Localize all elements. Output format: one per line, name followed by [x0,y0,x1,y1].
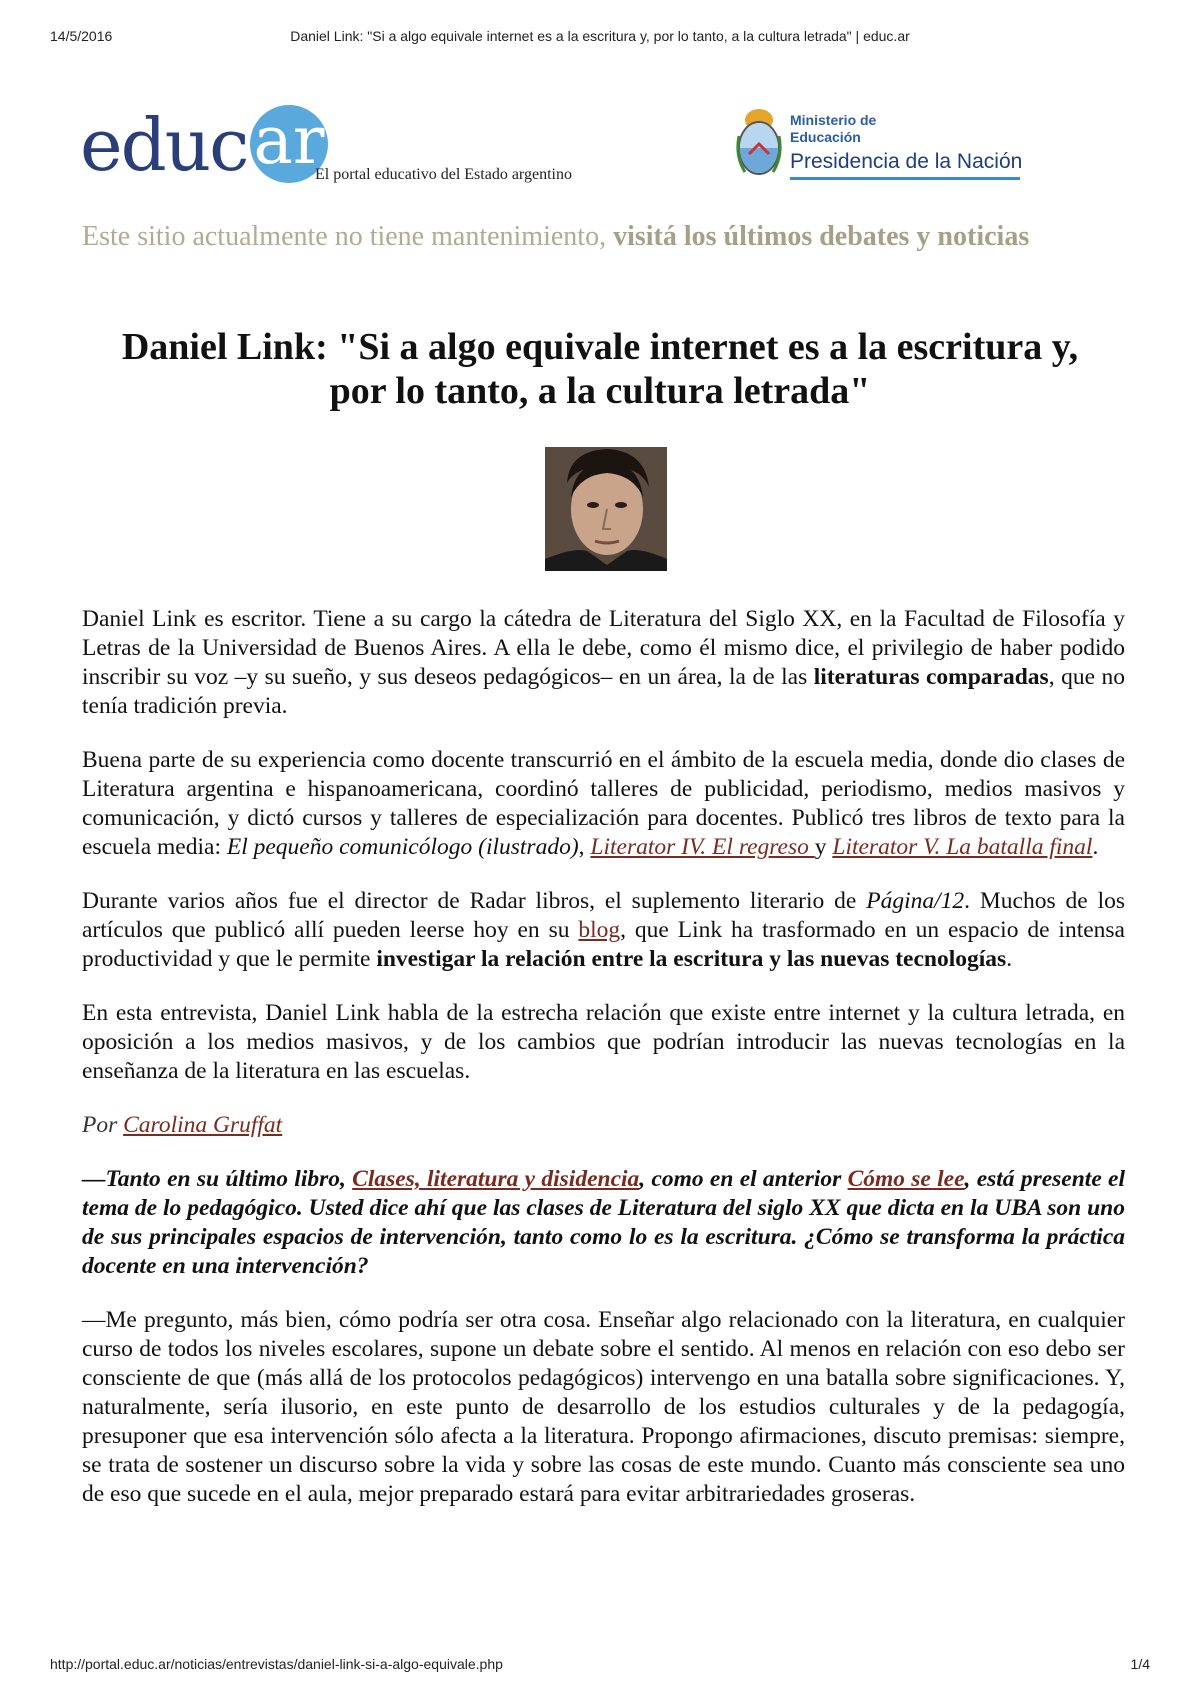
presidencia-text: Presidencia de la Nación [790,150,1023,173]
print-footer [0,1656,1200,1676]
ministerio-underline [790,177,1020,180]
page-number: 1/4 [1130,1656,1150,1672]
notice-text: Este sitio actualmente no tiene mantenimiento, [82,221,607,252]
site-tagline: El portal educativo del Estado argentino [315,166,572,183]
literator-v-link[interactable]: Literator V. La batalla final [832,834,1093,860]
clases-link[interactable]: Clases, literatura y disidencia [352,1166,640,1192]
answer-1: —Me pregunto, más bien, cómo podría ser otra cosa. Enseñar algo relacionado con la literatura, en cualquier curso de todos los niveles escolares, supone un debate sobre el sentido. Al menos en relación con eso debo ser consciente de que (más allá de los protocolos pedagógicos) intervengo en una batalla sobre significaciones. Y, naturalmente, sería ilusorio, en este punto de desarrollo de los estudios culturales y de la pedagogía, presuponer que esa intervención sólo afecta a la literatura. Propongo afirmaciones, discuto premisas: siempre, se trata de sostener un discurso sobre la vida y sobre las cosas de este mundo. Cuanto más consciente sea uno de eso que sucede en el aula, mejor preparado estará para evitar arbitrariedades groseras. [82,1307,1125,1507]
paragraph-intro: Daniel Link es escritor. Tiene a su cargo la cátedra de Literatura del Siglo XX, en la Facultad de Filosofía y Letras de la Universidad de Buenos Aires. A ella le debe, como él mismo dice, el privilegio de haber podido inscribir su voz –y su sueño, y sus deseos pedagógicos– en un área, la de las literaturas comparadas, que no tenía tradición previa. [82,606,1126,719]
article-headline: Daniel Link: "Si a algo equivale internet es a la escritura y, por lo tanto, a la cultura letrada" [121,326,1079,412]
ministerio-text [790,112,876,146]
blog-link[interactable]: blog [578,917,621,943]
question-1: —Tanto en su último libro, Clases, literatura y disidencia, como en el anterior Cómo se lee, está presente el tema de lo pedagógico. Usted dice ahí que las clases de Literatura del siglo XX que dicta en la UBA son uno de sus principales espacios de intervención, tanto como lo es la escritura. ¿Cómo se transforma la práctica docente en una intervención? [82,1166,1125,1279]
paragraph-experience: Buena parte de su experiencia como docente transcurrió en el ámbito de la escuela media, donde dio clases de Literatura argentina e hispanoamericana, coordinó talleres de publicidad, periodismo, medios masivos y comunicación, y dictó cursos y talleres de especialización para docentes. Publicó tres libros de texto para la escuela media: El pequeño comunicólogo (ilustrado), Literator IV. El regreso y Literator V. La batalla final. [82,747,1125,860]
print-url: http://portal.educ.ar/noticias/entrevistas/daniel-link-si-a-algo-equivale.php [50,1656,503,1672]
escudo-icon [735,106,783,180]
maintenance-notice [82,218,1122,256]
logo-wordmark: educ [80,103,248,187]
print-title: Daniel Link: "Si a algo equivale internet es a la escritura y, por lo tanto, a la cultura letrada" | educ.ar [290,28,910,44]
logo-ar-circle: ar [250,105,328,183]
ministerio-line1: Ministerio de [790,112,877,128]
print-date: 14/5/2016 [50,28,113,44]
author-photo [545,447,667,571]
article-body [82,605,1125,1534]
educar-logo[interactable] [80,102,325,187]
notice-link[interactable]: visitá los últimos debates y noticias [613,221,1030,252]
byline: Por Carolina Gruffat [82,1112,283,1138]
paragraph-interview-intro: En esta entrevista, Daniel Link habla de la estrecha relación que existe entre internet y la cultura letrada, en oposición a los medios masivos, y de los cambios que podrían introducir las nuevas tecnologías en la enseñanza de la literatura en las escuelas. [82,1000,1125,1084]
print-header [0,28,1200,48]
literator-iv-link[interactable]: Literator IV. El regreso [590,834,815,860]
author-link[interactable]: Carolina Gruffat [123,1112,283,1138]
ministerio-line2: Educación [790,129,861,145]
como-se-lee-link[interactable]: Cómo se lee [847,1166,965,1192]
ministerio-logo[interactable] [735,104,1025,184]
paragraph-radar: Durante varios años fue el director de Radar libros, el suplemento literario de Página/12. Muchos de los artículos que publicó allí pueden leerse hoy en su blog, que Link ha trasformado en un espacio de intensa productividad y que le permite investigar la relación entre la escritura y las nuevas tecnologías. [82,888,1125,972]
